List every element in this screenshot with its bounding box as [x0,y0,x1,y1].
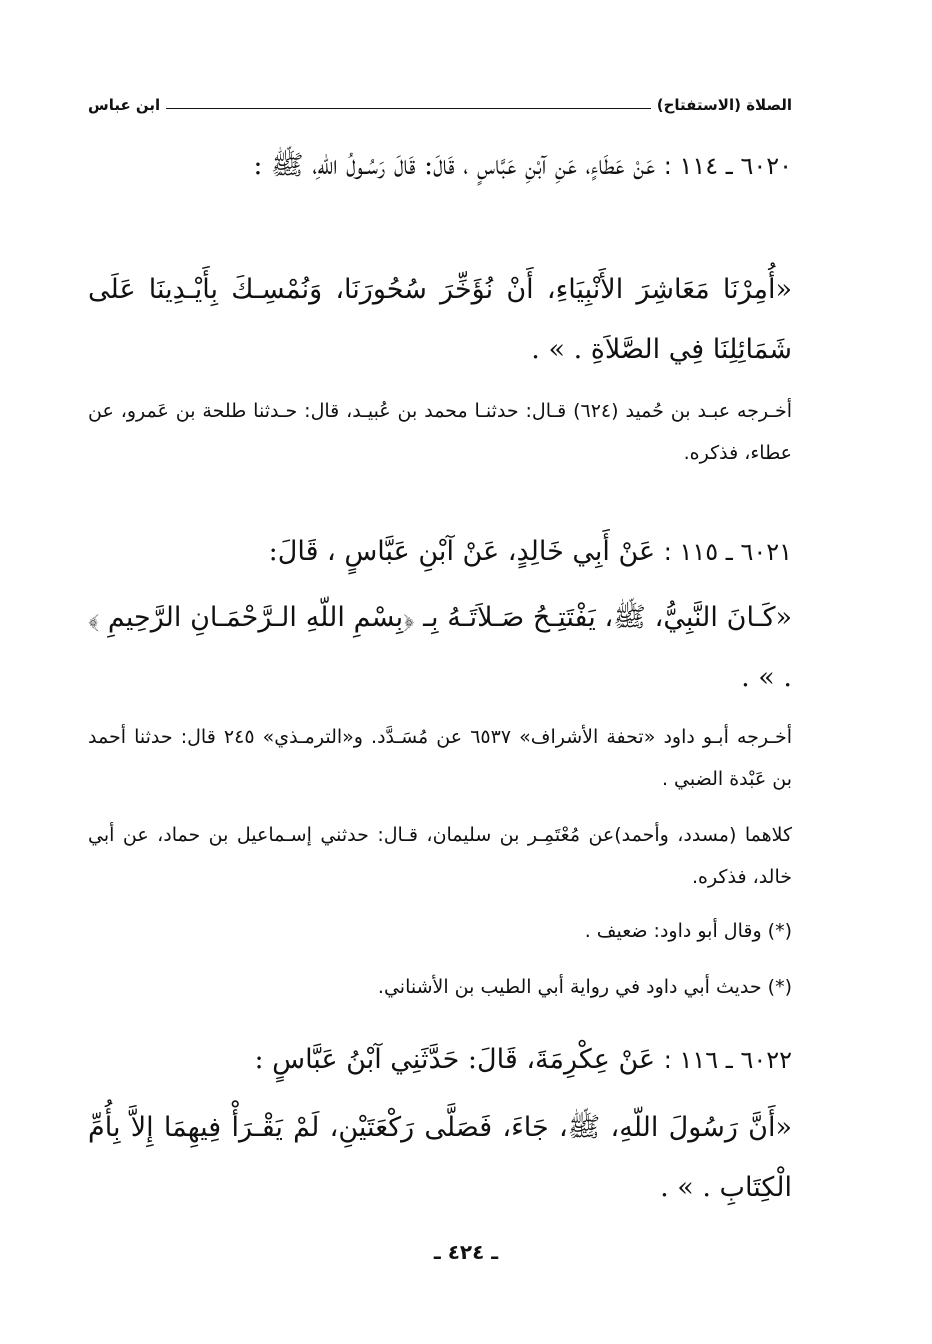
running-header [88,92,792,118]
hadith-6021-note-1: أخـرجه أبـو داود «تحفة الأشراف» ٦٥٣٧ عن مُسَـدَّد. و«الترمـذي» ٢٤٥ قال: حدثنا أحمد بن عَبْدة الضبي . [88,726,792,790]
narrator-name: ابن عباس [88,96,161,114]
hadith-6021-footnote-2: (*) حديث أبي داود في رواية أبي الطيب بن الأشناني. [377,976,792,998]
hadith-number: ٦٠٢١ ـ ١١٥ : [663,538,792,566]
page-number: ـ ٤٢٤ ـ [433,1240,499,1264]
hadith-6020-note: أخـرجه عبـد بن حُميد (٦٢٤) قـال: حدثنـا محمد بن عُبيـد، قال: حـدثنا طلحة بن عَمرو، عن عطاء، فذكره. [88,400,793,464]
hadith-isnad: عَنْ أَبِي خَالِدٍ، عَنْ آبْنِ عَبَّاسٍ ، قَالَ: [268,536,656,567]
hadith-6021-note-2: كلاهما (مسدد، وأحمد)عن مُعْتَمِـر بن سليمان، قـال: حدثني إسـماعيل بن حماد، عن أبي خالد، فذكره. [88,824,792,888]
hadith-number: ٦٠٢٢ ـ ١١٦ : [663,1046,792,1074]
hadith-6022-matn: «أَنَّ رَسُولَ اللّهِ، ﷺ، جَاءَ، فَصَلَّى رَكْعَتَيْنِ، لَمْ يَقْـرَأْ فِيهِمَا إِلاَّ بِأُمِّ الْكِتَابِ . » . [88,1112,792,1203]
hadith-6021-footnote-1: (*) وقال أبو داود: ضعيف . [584,920,792,942]
hadith-6022-isnad [88,1030,792,1090]
hadith-6020-matn: «أُمِرْنَا مَعَاشِرَ الأَنْبِيَاءِ، أَنْ نُؤَخِّرَ سُحُورَنَا، وَنُمْسِـكَ بِأَيْـدِينَا عَلَى شَمَائِلِنَا فِي الصَّلاَةِ . » . [88,274,792,365]
header-rule [166,108,651,109]
hadith-6021-isnad [88,522,792,582]
hadith-number: ٦٠٢٠ ـ ١١٤ : [663,152,792,180]
chapter-title: الصلاة (الاستفتاح) [656,96,792,114]
hadith-6020-isnad [88,136,792,196]
hadith-isnad: عَنْ عَطَاءٍ، عَنِ آبْنِ عَبَّاسٍ ، قَالَ: قَالَ رَسُـولُ اللّهِ، ﷺ : [253,150,656,181]
hadith-6021-matn: «كَـانَ النَّبِيُّ، ﷺ، يَفْتَتِـحُ صَـلاَتَـهُ بِـ ﴿بِسْمِ اللّهِ الـرَّحْمَـانِ الرَّحِيمِ ﴾ . » . [88,602,792,693]
hadith-isnad: عَنْ عِكْرِمَةَ، قَالَ: حَدَّثَنِي آبْنُ عَبَّاسٍ : [254,1044,656,1075]
